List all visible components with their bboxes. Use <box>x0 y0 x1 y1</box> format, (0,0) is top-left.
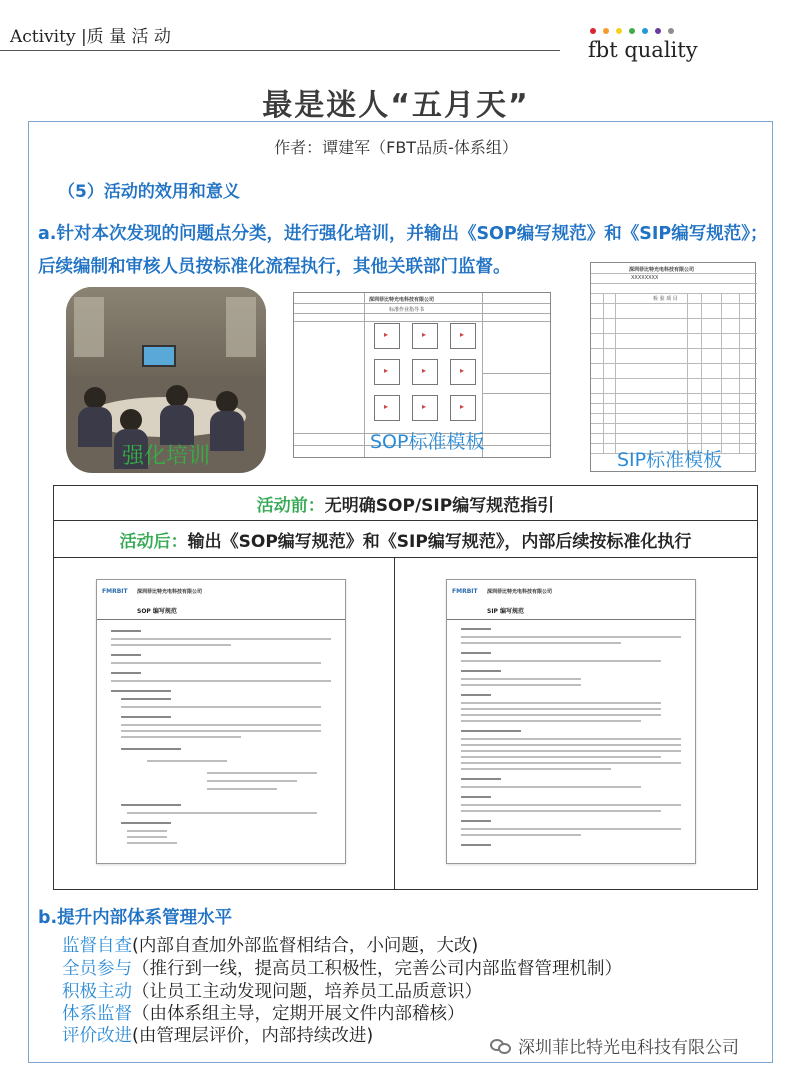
watermark-text: 深圳菲比特光电科技有限公司 <box>518 1038 739 1058</box>
item-key: 积极主动 <box>62 982 132 1002</box>
item-key: 全员参与 <box>62 959 132 979</box>
dot-red <box>590 28 596 34</box>
dot-yellow <box>616 28 622 34</box>
training-photo <box>66 287 266 473</box>
section-heading-5: （5）活动的效用和意义 <box>58 182 240 202</box>
dot-purple <box>655 28 661 34</box>
sop-doc-logo: FMRBIT <box>102 588 128 595</box>
sip-spec-document <box>446 579 696 864</box>
photo-caption: 强化培训 <box>121 444 210 469</box>
list-item <box>62 955 622 980</box>
row-before <box>54 486 757 521</box>
projector-screen <box>142 345 176 367</box>
before-after-table <box>53 485 758 890</box>
sop-doc-company: 深圳菲比特光电科技有限公司 <box>137 589 203 595</box>
before-label: 活动前： <box>256 495 325 516</box>
item-text: （推行到一线，提高员工积极性，完善公司内部监督管理机制） <box>132 959 622 979</box>
wechat-watermark <box>490 1033 739 1058</box>
list-item <box>62 1022 373 1047</box>
sip-template-code: XXXXXXXX <box>631 275 659 281</box>
after-text: 输出《SOP编写规范》和《SIP编写规范》，内部后续按标准化执行 <box>187 531 692 552</box>
sop-doc-title: SOP 编写规范 <box>137 608 177 615</box>
dot-orange <box>603 28 609 34</box>
sop-template-subtitle: 标准作业指导书 <box>389 307 425 313</box>
section-heading-b: b.提升内部体系管理水平 <box>38 908 233 928</box>
item-text: (由管理层评价，内部持续改进) <box>132 1026 374 1046</box>
wechat-icon <box>490 1037 512 1055</box>
sip-template-company: 深圳菲比特光电科技有限公司 <box>629 267 695 273</box>
paragraph-a: a.针对本次发现的问题点分类，进行强化培训，并输出《SOP编写规范》和《SIP编写规范》；后续编制和审核人员按标准化流程执行，其他关联部门监督。 <box>38 224 768 277</box>
sip-template-table-header: 检 验 项 目 <box>653 296 678 302</box>
sop-template-company: 深圳菲比特光电科技有限公司 <box>369 297 435 303</box>
item-text: (内部自查加外部监督相结合，小问题，大改) <box>132 936 479 956</box>
header-divider <box>0 50 560 51</box>
author-line: 作者：谭建军（FBT品质-体系组） <box>274 138 518 157</box>
sip-doc-title: SIP 编写规范 <box>487 608 525 615</box>
sip-template-caption: SIP标准模板 <box>617 449 723 471</box>
item-text: （由体系组主导，定期开展文件内部稽核） <box>132 1004 465 1024</box>
sip-doc-company: 深圳菲比特光电科技有限公司 <box>487 589 553 595</box>
header-activity-label: Activity |质 量 活 动 <box>10 27 171 47</box>
item-key: 体系监督 <box>62 1004 132 1024</box>
sop-template-caption: SOP标准模板 <box>370 431 485 453</box>
item-key: 监督自查 <box>62 936 132 956</box>
row-after <box>54 521 757 558</box>
dot-blue <box>642 28 648 34</box>
sop-spec-document <box>96 579 346 864</box>
sip-template-image <box>590 262 756 472</box>
page-title: 最是迷人“五月天” <box>262 88 530 123</box>
dot-gray <box>668 28 674 34</box>
header-brand: fbt quality <box>588 38 698 62</box>
before-text: 无明确SOP/SIP编写规范指引 <box>324 495 555 516</box>
list-item <box>62 932 478 957</box>
sip-doc-logo: FMRBIT <box>452 588 478 595</box>
item-text: （让员工主动发现问题，培养员工品质意识） <box>132 982 482 1002</box>
after-label: 活动后： <box>119 531 188 552</box>
item-key: 评价改进 <box>62 1026 132 1046</box>
dot-green <box>629 28 635 34</box>
header-color-dots <box>590 28 674 34</box>
